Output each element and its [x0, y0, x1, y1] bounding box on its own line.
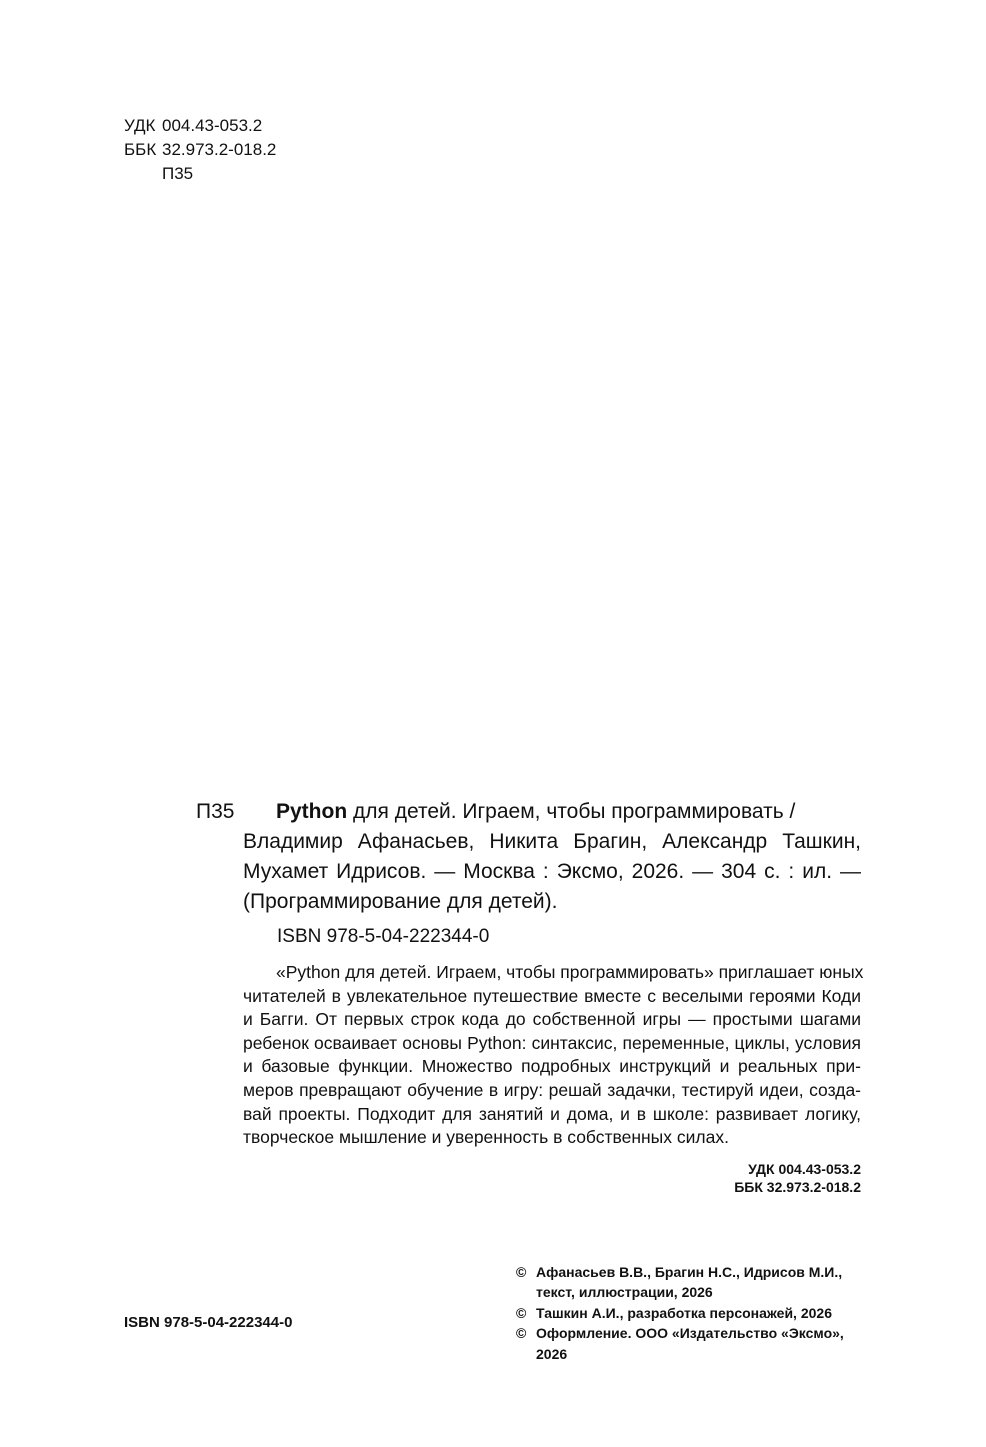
bibliographic-series-line: (Программирование для детей).	[243, 890, 558, 913]
copyright-item-design	[516, 1323, 876, 1364]
copyright-item-authors	[516, 1262, 876, 1303]
copyright-authors: Афанасьев В.В., Брагин Н.С., Идрисов М.И.,	[536, 1264, 843, 1280]
copyright-authors-scope: текст, иллюстрации, 2026	[536, 1284, 713, 1301]
annotation-line: меров превращают обучение в игру: решай задачки, тестируй идеи, созда-	[243, 1079, 861, 1100]
author-sign: П35	[196, 800, 235, 823]
bibliographic-record	[196, 797, 861, 827]
copyright-icon: ©	[516, 1325, 527, 1342]
annotation-line: вай проекты. Подходит для занятий и дома, и в школе: развивает логику,	[243, 1103, 861, 1124]
udk-code: 004.43-053.2	[162, 116, 263, 135]
isbn-record: ISBN 978-5-04-222344-0	[277, 926, 490, 947]
udk-bottom: УДК 004.43-053.2	[748, 1161, 861, 1177]
bibliographic-publisher-line: Мухамет Идрисов. — Москва : Эксмо, 2026. — 304 с. : ил. —	[243, 860, 861, 883]
annotation-line: творческое мышление и уверенность в собственных силах.	[243, 1127, 729, 1148]
classification-top	[124, 114, 276, 186]
bbk-bottom: ББК 32.973.2-018.2	[734, 1179, 861, 1195]
annotation-line: ребенок осваивает основы Python: синтаксис, переменные, циклы, условия	[243, 1032, 861, 1053]
copyright-item-characters	[516, 1303, 876, 1323]
annotation-line: «Python для детей. Играем, чтобы программировать» приглашает юных	[276, 962, 864, 982]
annotation-line: и Багги. От первых строк кода до собственной игры — простыми шагами	[243, 1009, 861, 1030]
bbk-label: ББК	[124, 140, 157, 159]
copyright-characters: Ташкин А.И., разработка персонажей, 2026	[536, 1304, 832, 1321]
title-rest: для детей. Играем, чтобы программировать /	[347, 800, 796, 823]
annotation	[243, 961, 864, 1150]
classification-bottom	[600, 1160, 861, 1196]
udk-row	[124, 114, 276, 138]
copyright-block	[516, 1262, 876, 1364]
copyright-design: Оформление. ООО «Издательство «Эксмо», 2026	[536, 1325, 844, 1362]
bbk-code: 32.973.2-018.2	[162, 140, 277, 159]
title-bold: Python	[276, 800, 348, 823]
copyright-icon: ©	[516, 1264, 527, 1280]
annotation-line: и базовые функции. Множество подробных инструкций и реальных при-	[243, 1056, 861, 1077]
copyright-icon: ©	[516, 1304, 527, 1321]
udk-label: УДК	[124, 116, 156, 135]
isbn-bottom: ISBN 978-5-04-222344-0	[124, 1314, 293, 1331]
annotation-line: читателей в увлекательное путешествие вместе с веселыми героями Коди	[243, 985, 861, 1006]
bbk-row	[124, 138, 276, 162]
author-sign-top: П35	[162, 164, 194, 183]
bibliographic-authors-line: Владимир Афанасьев, Никита Брагин, Александр Ташкин,	[243, 830, 861, 853]
title-line	[276, 797, 861, 827]
